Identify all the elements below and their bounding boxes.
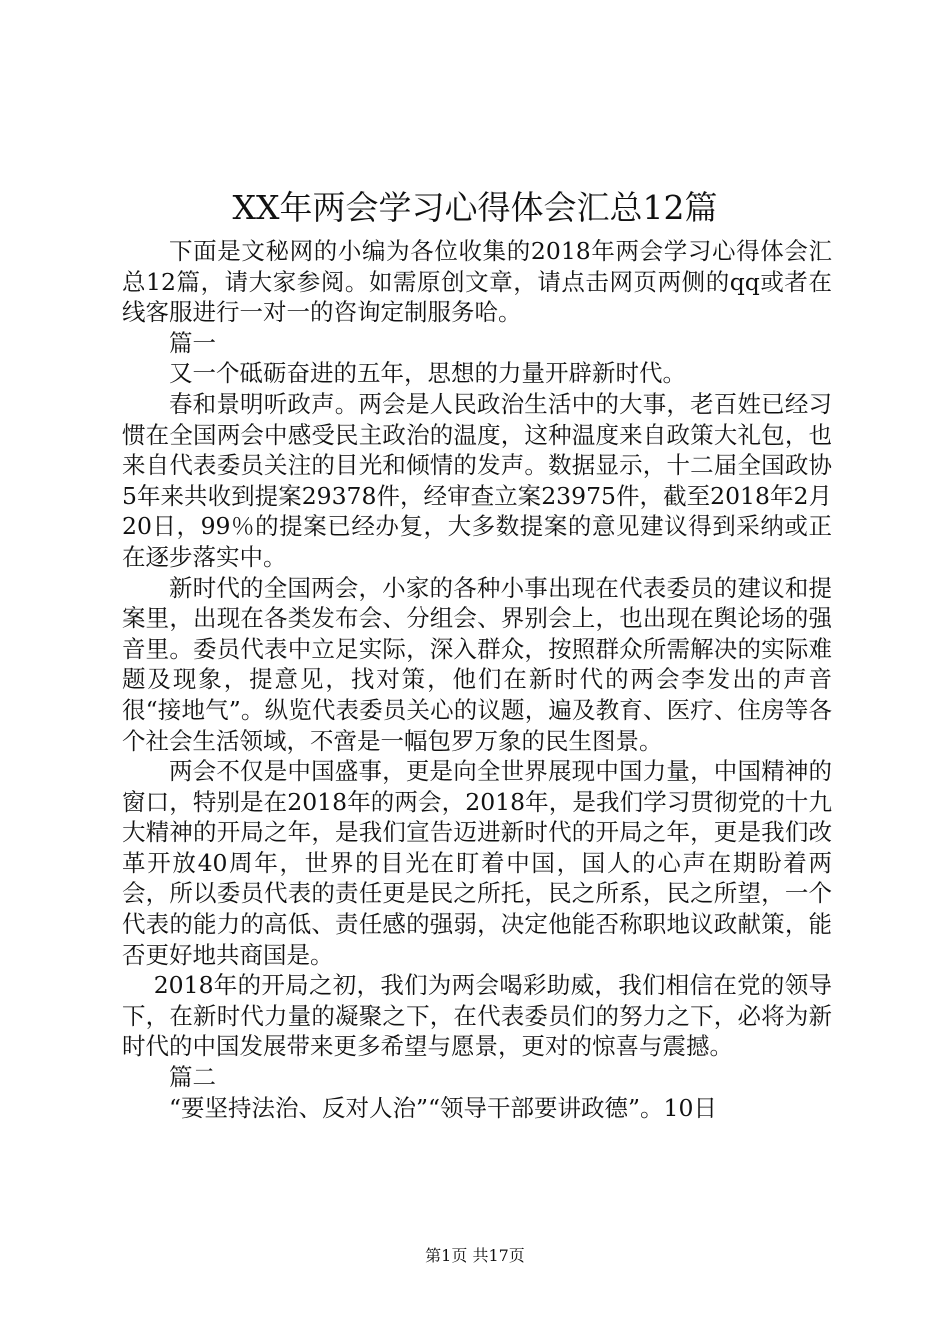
body-paragraph: 两会不仅是中国盛事，更是向全世界展现中国力量，中国精神的窗口，特别是在2018年的两会，2018年，是我们学习贯彻党的十九大精神的开局之年，是我们宣告迈进新时代的开局之年，更是我们改革开放40周年，世界的目光在盯着中国，国人的心声在期盼着两会，所以委员代表的责任更是民之所托，民之所系，民之所望，一个代表的能力的高低、责任感的强弱，决定他能否称职地议政献策，能否更好地共商国是。 [122,757,832,969]
body-paragraph: “要坚持法治、反对人治”“领导干部要讲政德”。10日 [169,1093,717,1122]
section-heading-1: 篇一 [169,328,216,357]
document-title: XX年两会学习心得体会汇总12篇 [232,188,718,227]
document-body [122,236,832,1123]
intro-paragraph: 下面是文秘网的小编为各位收集的2018年两会学习心得体会汇总12篇，请大家参阅。如需原创文章，请点击网页两侧的qq或者在线客服进行一对一的咨询定制服务哈。 [122,237,832,327]
body-paragraph: 又一个砥砺奋进的五年，思想的力量开辟新时代。 [169,359,686,388]
body-paragraph: 新时代的全国两会，小家的各种小事出现在代表委员的建议和提案里，出现在各类发布会、分组会、界别会上，也出现在舆论场的强音里。委员代表中立足实际，深入群众，按照群众所需解决的实际难题及现象，提意见，找对策，他们在新时代的两会李发出的声音很“接地气”。纵览代表委员关心的议题，遍及教育、医疗、住房等各个社会生活领域，不啻是一幅包罗万象的民生图景。 [122,573,832,755]
section-heading-2: 篇二 [169,1063,216,1092]
page-footer: 第1页 共17页 [425,1246,525,1265]
body-paragraph: 春和景明听政声。两会是人民政治生活中的大事，老百姓已经习惯在全国两会中感受民主政治的温度，这种温度来自政策大礼包，也来自代表委员关注的目光和倾情的发声。数据显示，十二届全国政协5年来共收到提案29378件，经审查立案23975件，截至2018年2月20日，99％的提案已经办复，大多数提案的意见建议得到采纳或正在逐步落实中。 [122,389,832,571]
body-paragraph: 2018年的开局之初，我们为两会喝彩助威，我们相信在党的领导下，在新时代力量的凝聚之下，在代表委员们的努力之下，必将为新时代的中国发展带来更多希望与愿景，更对的惊喜与震撼。 [122,971,832,1061]
